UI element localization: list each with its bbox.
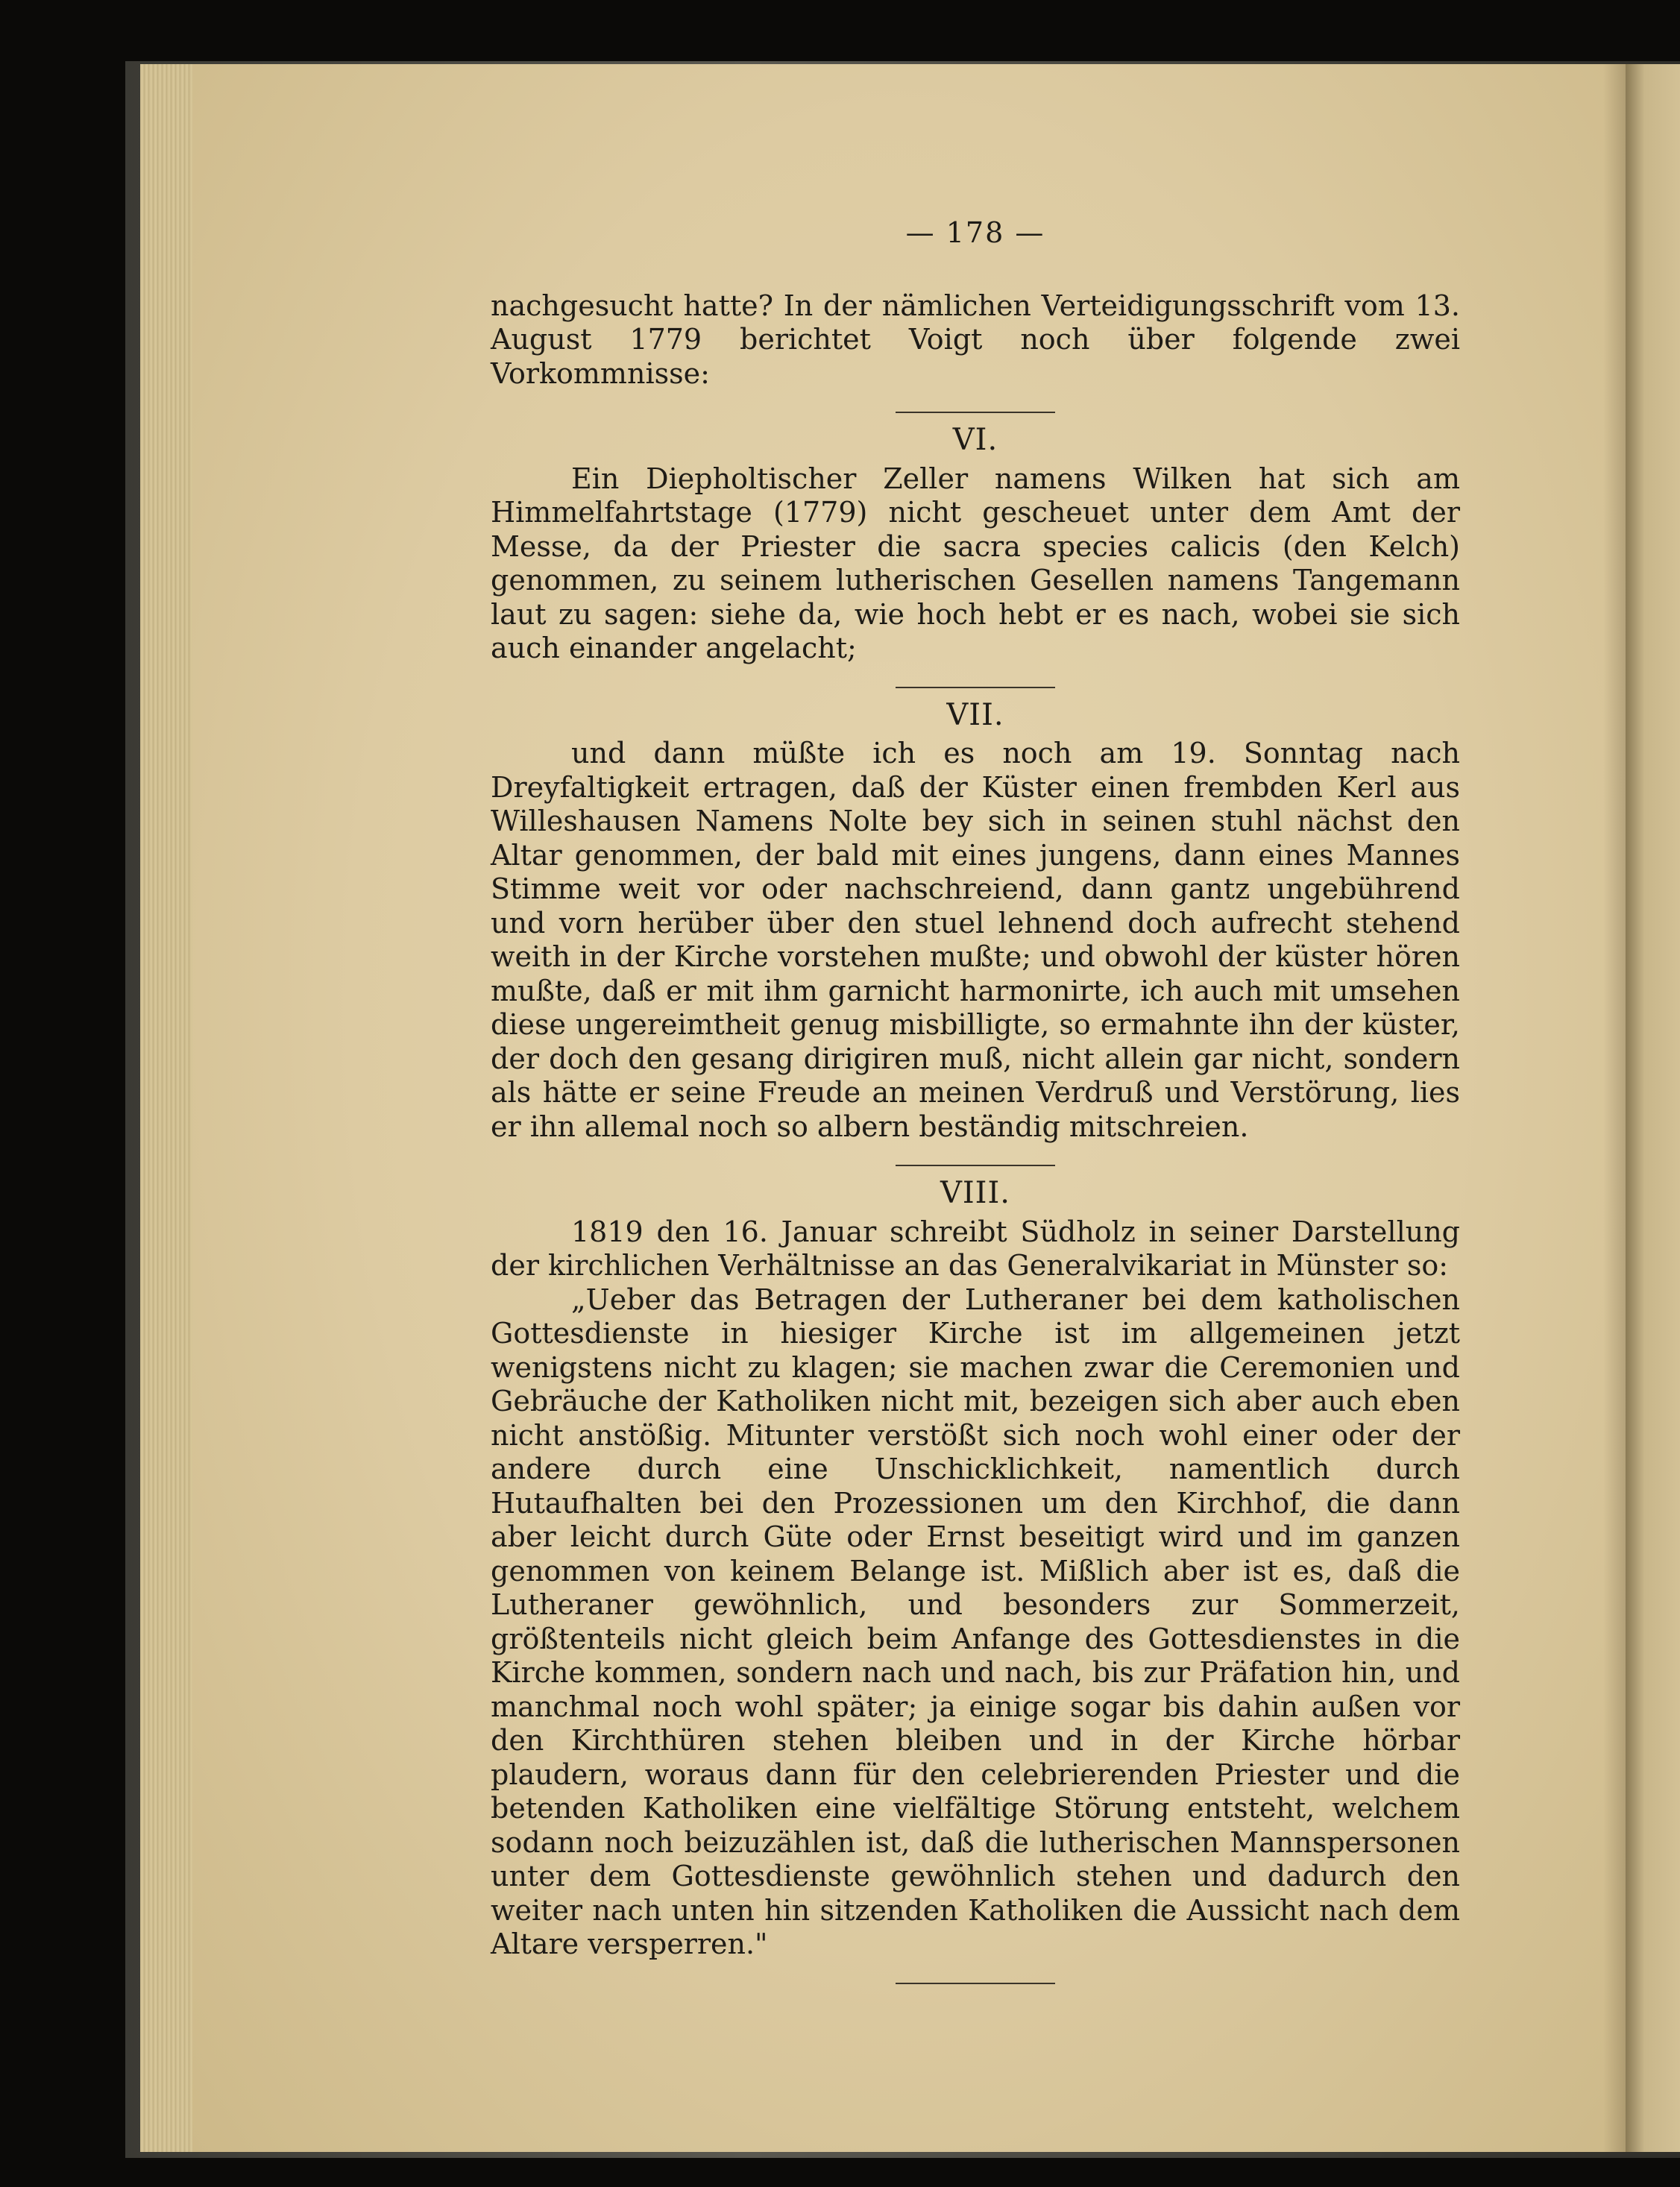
section-viii-paragraph: 1819 den 16. Januar schreibt Südholz in seiner Darstellung der kirchlichen Verhältnisse an das Generalvikariat in Münster so: bbox=[491, 1215, 1460, 1282]
section-vii-paragraph: und dann müßte ich es noch am 19. Sonntag nach Dreyfaltigkeit ertragen, daß der Küster einen frembden Kerl aus Willeshausen Namens Nolte bey sich in seinen stuhl nächst den Altar genommen, der bald mit eines jungens, dann eines Mannes Stimme weit vor oder nachschreiend, dann gantz ungebührend und vorn herüber über den stuel lehnend doch aufrecht stehend weith in der Kirche vorstehen mußte; und obwohl der küster hören mußte, daß er mit ihm garnicht harmonirte, ich auch mit umsehen diese ungereimtheit genug misbilligte, so ermahnte ihn der küster, der doch den gesang dirigiren muß, nicht allein gar nicht, sondern als hätte er seine Freude an meinen Verdruß und Verstörung, lies er ihn allemal noch so albern beständig mitschreien. bbox=[491, 737, 1460, 1143]
facing-page-sliver bbox=[1626, 64, 1680, 2152]
closing-divider bbox=[896, 1983, 1055, 1984]
section-divider bbox=[896, 1165, 1055, 1166]
section-divider bbox=[896, 412, 1055, 413]
section-vi-paragraph: Ein Diepholtischer Zeller namens Wilken hat sich am Himmelfahrtstage (1779) nicht gescheuet unter dem Amt der Messe, da der Priester die sacra species calicis (den Kelch) genommen, zu seinem lutherischen Gesellen namens Tangemann laut zu sagen: siehe da, wie hoch hebt er es nach, wobei sie sich auch einander angelacht; bbox=[491, 462, 1460, 664]
section-divider bbox=[896, 687, 1055, 688]
page-text-block bbox=[491, 216, 1460, 1984]
section-heading-vi: VI. bbox=[952, 423, 998, 457]
opening-paragraph: nachgesucht hatte? In der nämlichen Verteidigungsschrift vom 13. August 1779 berichtet Voigt noch über folgende zwei Vorkommnisse: bbox=[491, 289, 1460, 390]
section-heading-vii: VII. bbox=[946, 697, 1004, 732]
page-number: — 178 — bbox=[905, 216, 1045, 249]
section-viii-quote: „Ueber das Betragen der Lutheraner bei dem katholischen Gottesdienste in hiesiger Kirche ist im allgemeinen jetzt wenigstens nicht zu klagen; sie machen zwar die Ceremonien und Gebräuche der Katholiken nicht mit, bezeigen sich aber auch eben nicht anstößig. Mitunter verstößt sich noch wohl einer oder der andere durch eine Unschicklichkeit, namentlich durch Hutaufhalten bei den Prozessionen um den Kirchhof, die dann aber leicht durch Güte oder Ernst beseitigt wird und im ganzen genommen von keinem Belange ist. Mißlich aber ist es, daß die Lutheraner gewöhnlich, und besonders zur Sommerzeit, größtenteils nicht gleich beim Anfange des Gottesdienstes in die Kirche kommen, sondern nach und nach, bis zur Präfation hin, und manchmal noch wohl später; ja einige sogar bis dahin außen vor den Kirchthüren stehen bleiben und in der Kirche hörbar plaudern, woraus dann für den celebrierenden Priester und die betenden Katholiken eine vielfältige Störung entsteht, welchem sodann noch beizuzählen ist, daß die lutherischen Mannspersonen unter dem Gottesdienste gewöhnlich stehen und dadurch den weiter nach unten hin sitzenden Katholiken die Aussicht nach dem Altare versperren." bbox=[491, 1283, 1460, 1960]
section-heading-viii: VIII. bbox=[940, 1176, 1010, 1210]
